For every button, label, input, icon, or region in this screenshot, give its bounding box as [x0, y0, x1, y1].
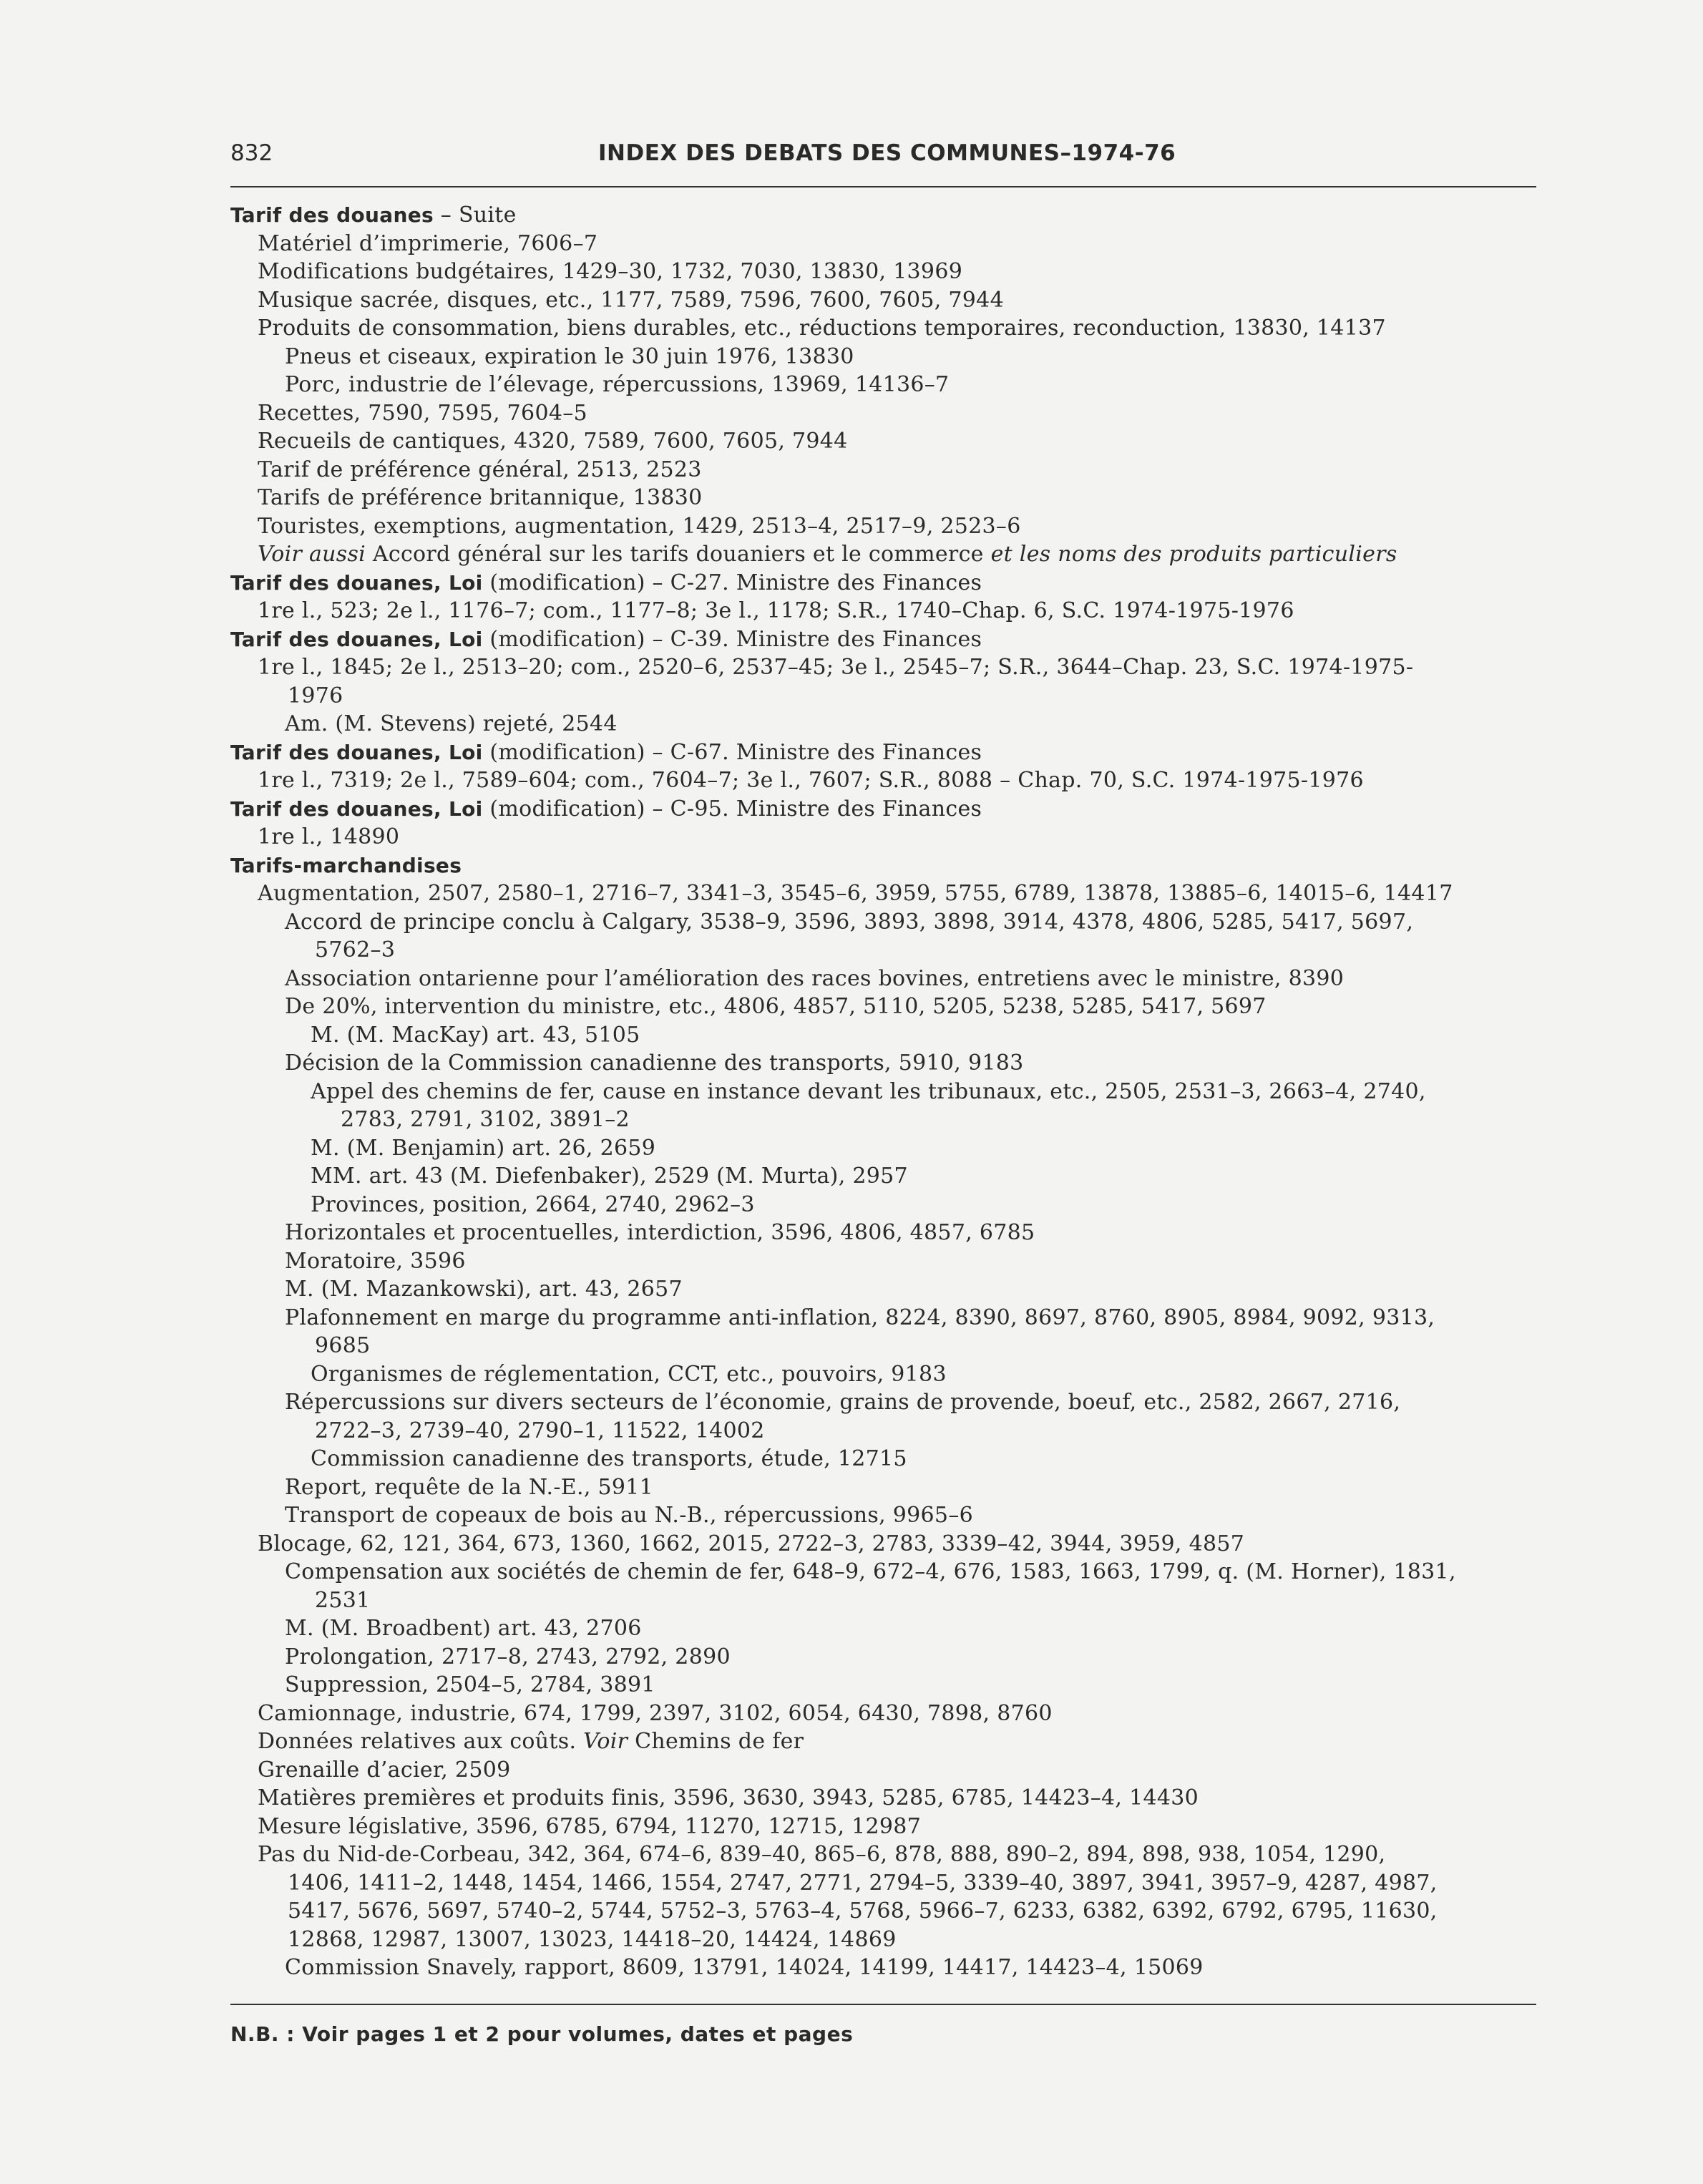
index-entries — [230, 201, 1536, 1982]
entry-text: 1406, 1411–2, 1448, 1454, 1466, 1554, 2747, 2771, 2794–5, 3339–40, 3897, 3941, 3957–9, 4287, 4987, — [288, 1870, 1438, 1896]
entry-text: Porc, industrie de l’élevage, répercussions, 13969, 14136–7 — [285, 372, 950, 397]
entry-text: Compensation aux sociétés de chemin de fer, 648–9, 672–4, 676, 1583, 1663, 1799, q. (M. Horner), 1831, — [285, 1559, 1456, 1584]
page-number: 832 — [230, 140, 273, 166]
index-entry — [230, 1078, 1536, 1106]
entry-text: Tarif de préférence général, 2513, 2523 — [258, 457, 702, 482]
footer-note: N.B. : Voir pages 1 et 2 pour volumes, dates et pages — [230, 2022, 854, 2046]
entry-text: 5417, 5676, 5697, 5740–2, 5744, 5752–3, 5763–4, 5768, 5966–7, 6233, 6382, 6392, 6792, 6795, 11630, — [288, 1898, 1438, 1924]
entry-text: 1re l., 7319; 2e l., 7589–604; com., 7604–7; 3e l., 7607; S.R., 8088 – Chap. 70, S.C. 1974-1975-1976 — [258, 768, 1364, 793]
index-entry — [230, 1841, 1536, 1869]
entry-text: Matériel d’imprimerie, 7606–7 — [258, 230, 598, 256]
index-entry — [230, 1501, 1536, 1530]
index-entry-continuation — [230, 682, 1536, 711]
index-entry — [230, 1558, 1536, 1586]
entry-text: M. (M. MacKay) art. 43, 5105 — [311, 1022, 640, 1048]
entry-text: MM. art. 43 (M. Diefenbaker), 2529 (M. Murta), 2957 — [311, 1164, 908, 1189]
footer-rule — [230, 2004, 1536, 2005]
entry-text: Recettes, 7590, 7595, 7604–5 — [258, 400, 587, 426]
entry-text: 2783, 2791, 3102, 3891–2 — [341, 1107, 630, 1132]
index-entry — [230, 1388, 1536, 1417]
index-entry — [230, 1530, 1536, 1559]
entry-text: 2531 — [315, 1587, 371, 1613]
index-entry — [230, 1784, 1536, 1813]
index-entry — [230, 653, 1536, 682]
index-entry — [230, 1162, 1536, 1191]
entry-text: Augmentation, 2507, 2580–1, 2716–7, 3341–3, 3545–6, 3959, 5755, 6789, 13878, 13885–6, 14015–6, 14417 — [258, 881, 1453, 906]
entry-text: 12868, 12987, 13007, 13023, 14418–20, 14424, 14869 — [288, 1926, 897, 1952]
entry-text: De 20%, intervention du ministre, etc., 4806, 4857, 5110, 5205, 5238, 5285, 5417, 5697 — [285, 994, 1267, 1019]
entry-text: 1976 — [288, 683, 343, 708]
index-entry-continuation — [230, 936, 1536, 965]
entry-heading-text: Tarif des douanes, Loi — [230, 740, 483, 764]
index-entry-continuation — [230, 1586, 1536, 1615]
entry-text: Pas du Nid-de-Corbeau, 342, 364, 674–6, 839–40, 865–6, 878, 888, 890–2, 894, 898, 938, 1054, 1290, — [258, 1842, 1386, 1867]
entry-text: Accord de principe conclu à Calgary, 3538–9, 3596, 3893, 3898, 3914, 4378, 4806, 5285, 5417, 5697, — [285, 909, 1414, 935]
entry-text: Chemins de fer — [628, 1729, 804, 1754]
index-heading — [230, 569, 1536, 598]
entry-text: 2722–3, 2739–40, 2790–1, 11522, 14002 — [315, 1418, 765, 1443]
header-rule — [230, 186, 1536, 187]
index-entry — [230, 1727, 1536, 1756]
index-entry — [230, 258, 1536, 286]
entry-heading-text: Tarifs-marchandises — [230, 853, 462, 877]
index-entry — [230, 512, 1536, 541]
entry-text: (modification) – C-27. Ministre des Finances — [482, 570, 982, 595]
entry-text: Recueils de cantiques, 4320, 7589, 7600, 7605, 7944 — [258, 429, 848, 454]
index-entry — [230, 1445, 1536, 1473]
entry-text: Am. (M. Stevens) rejeté, 2544 — [285, 711, 618, 736]
index-entry — [230, 1304, 1536, 1332]
entry-text: Suppression, 2504–5, 2784, 3891 — [285, 1672, 655, 1697]
index-entry — [230, 484, 1536, 512]
entry-text: Commission canadienne des transports, étude, 12715 — [311, 1446, 907, 1471]
index-entry — [230, 371, 1536, 399]
index-entry — [230, 597, 1536, 625]
entry-text: 9685 — [315, 1333, 371, 1358]
index-heading — [230, 201, 1536, 230]
index-entry — [230, 1756, 1536, 1785]
entry-heading-text: Tarif des douanes — [230, 203, 434, 227]
index-entry — [230, 879, 1536, 908]
entry-text: Camionnage, industrie, 674, 1799, 2397, 3102, 6054, 6430, 7898, 8760 — [258, 1700, 1053, 1726]
entry-heading-text: Tarif des douanes, Loi — [230, 796, 483, 821]
index-heading — [230, 625, 1536, 654]
index-entry — [230, 766, 1536, 795]
entry-text: M. (M. Broadbent) art. 43, 2706 — [285, 1616, 642, 1641]
index-entry — [230, 1813, 1536, 1841]
entry-text: Pneus et ciseaux, expiration le 30 juin 1976, 13830 — [285, 343, 854, 369]
entry-text: Horizontales et procentuelles, interdiction, 3596, 4806, 4857, 6785 — [285, 1220, 1035, 1245]
index-entry — [230, 965, 1536, 993]
entry-text: – Suite — [433, 203, 517, 228]
entry-text: 5762–3 — [315, 937, 396, 962]
entry-text: Répercussions sur divers secteurs de l’économie, grains de provende, boeuf, etc., 2582, 2667, 2716, — [285, 1390, 1401, 1415]
entry-text: Grenaille d’acier, 2509 — [258, 1757, 511, 1783]
index-heading — [230, 852, 1536, 880]
index-entry-continuation — [230, 1332, 1536, 1360]
index-entry — [230, 343, 1536, 371]
entry-text: M. (M. Benjamin) art. 26, 2659 — [311, 1135, 656, 1161]
index-entry — [230, 540, 1536, 569]
entry-text: Blocage, 62, 121, 364, 673, 1360, 1662, 2015, 2722–3, 2783, 3339–42, 3944, 3959, 4857 — [258, 1531, 1245, 1556]
entry-text: 1re l., 523; 2e l., 1176–7; com., 1177–8; 3e l., 1178; S.R., 1740–Chap. 6, S.C. 1974-1975-1976 — [258, 598, 1294, 623]
entry-text: Appel des chemins de fer, cause en instance devant les tribunaux, etc., 2505, 2531–3, 2663–4, 2740, — [311, 1078, 1426, 1104]
index-heading — [230, 795, 1536, 824]
entry-text: Modifications budgétaires, 1429–30, 1732, 7030, 13830, 13969 — [258, 259, 963, 284]
index-entry — [230, 230, 1536, 258]
index-entry — [230, 1275, 1536, 1304]
index-entry — [230, 1191, 1536, 1219]
index-entry — [230, 1614, 1536, 1643]
index-entry — [230, 1700, 1536, 1728]
entry-text: M. (M. Mazankowski), art. 43, 2657 — [285, 1277, 683, 1302]
index-entry — [230, 399, 1536, 428]
entry-italic-text: et les noms des produits particuliers — [990, 542, 1397, 567]
index-entry — [230, 1134, 1536, 1163]
entry-text: Prolongation, 2717–8, 2743, 2792, 2890 — [285, 1644, 731, 1669]
entry-text: (modification) – C-39. Ministre des Finances — [482, 626, 982, 652]
entry-text: 1re l., 14890 — [258, 824, 400, 849]
index-entry — [230, 1954, 1536, 1982]
entry-text: Commission Snavely, rapport, 8609, 13791, 14024, 14199, 14417, 14423–4, 15069 — [285, 1955, 1204, 1980]
entry-text: 1re l., 1845; 2e l., 2513–20; com., 2520–6, 2537–45; 3e l., 2545–7; S.R., 3644–Chap. 23, S.C. 1974-1975- — [258, 655, 1414, 680]
entry-text: Organismes de réglementation, CCT, etc., pouvoirs, 9183 — [311, 1361, 947, 1387]
index-heading — [230, 738, 1536, 767]
index-entry — [230, 1643, 1536, 1672]
entry-text: Musique sacrée, disques, etc., 1177, 7589, 7596, 7600, 7605, 7944 — [258, 287, 1004, 313]
index-entry — [230, 456, 1536, 484]
index-entry — [230, 993, 1536, 1021]
index-entry — [230, 823, 1536, 852]
index-entry-continuation — [230, 1869, 1536, 1898]
entry-text: Provinces, position, 2664, 2740, 2962–3 — [311, 1191, 755, 1217]
index-entry-continuation — [230, 1897, 1536, 1926]
entry-text: Tarifs de préférence britannique, 13830 — [258, 485, 703, 510]
index-entry — [230, 1671, 1536, 1700]
entry-text: Mesure législative, 3596, 6785, 6794, 11270, 12715, 12987 — [258, 1813, 922, 1839]
index-entry — [230, 1021, 1536, 1050]
entry-heading-text: Tarif des douanes, Loi — [230, 570, 483, 595]
index-entry — [230, 1219, 1536, 1247]
index-entry — [230, 1247, 1536, 1276]
index-entry — [230, 314, 1536, 343]
entry-text: Produits de consommation, biens durables, etc., réductions temporaires, reconduction, 13830, 14137 — [258, 316, 1386, 341]
index-entry — [230, 710, 1536, 738]
entry-heading-text: Tarif des douanes, Loi — [230, 627, 483, 651]
entry-text: Association ontarienne pour l’amélioration des races bovines, entretiens avec le ministre, 8390 — [285, 965, 1345, 991]
entry-text: Touristes, exemptions, augmentation, 1429, 2513–4, 2517–9, 2523–6 — [258, 513, 1021, 539]
index-entry — [230, 1473, 1536, 1502]
entry-text: Décision de la Commission canadienne des transports, 5910, 9183 — [285, 1050, 1024, 1076]
page-title: INDEX DES DEBATS DES COMMUNES–1974-76 — [598, 140, 1176, 166]
entry-text: Moratoire, 3596 — [285, 1248, 466, 1274]
index-entry-continuation — [230, 1106, 1536, 1134]
entry-text: Données relatives aux coûts. — [258, 1729, 584, 1754]
entry-text: (modification) – C-95. Ministre des Finances — [482, 796, 982, 822]
index-entry — [230, 427, 1536, 456]
entry-italic-text: Voir aussi — [258, 542, 366, 567]
entry-text: (modification) – C-67. Ministre des Finances — [482, 739, 982, 765]
index-entry — [230, 908, 1536, 937]
index-entry — [230, 1360, 1536, 1389]
index-entry-continuation — [230, 1926, 1536, 1954]
entry-text: Matières premières et produits finis, 3596, 3630, 3943, 5285, 6785, 14423–4, 14430 — [258, 1785, 1199, 1810]
index-entry — [230, 286, 1536, 315]
entry-italic-text: Voir — [583, 1729, 628, 1754]
entry-text: Accord général sur les tarifs douaniers et le commerce — [366, 542, 991, 567]
index-entry-continuation — [230, 1417, 1536, 1446]
index-entry — [230, 1049, 1536, 1078]
entry-text: Report, requête de la N.-E., 5911 — [285, 1474, 654, 1500]
entry-text: Plafonnement en marge du programme anti-inflation, 8224, 8390, 8697, 8760, 8905, 8984, 9092, 9313, — [285, 1305, 1435, 1330]
entry-text: Transport de copeaux de bois au N.-B., répercussions, 9965–6 — [285, 1503, 974, 1528]
